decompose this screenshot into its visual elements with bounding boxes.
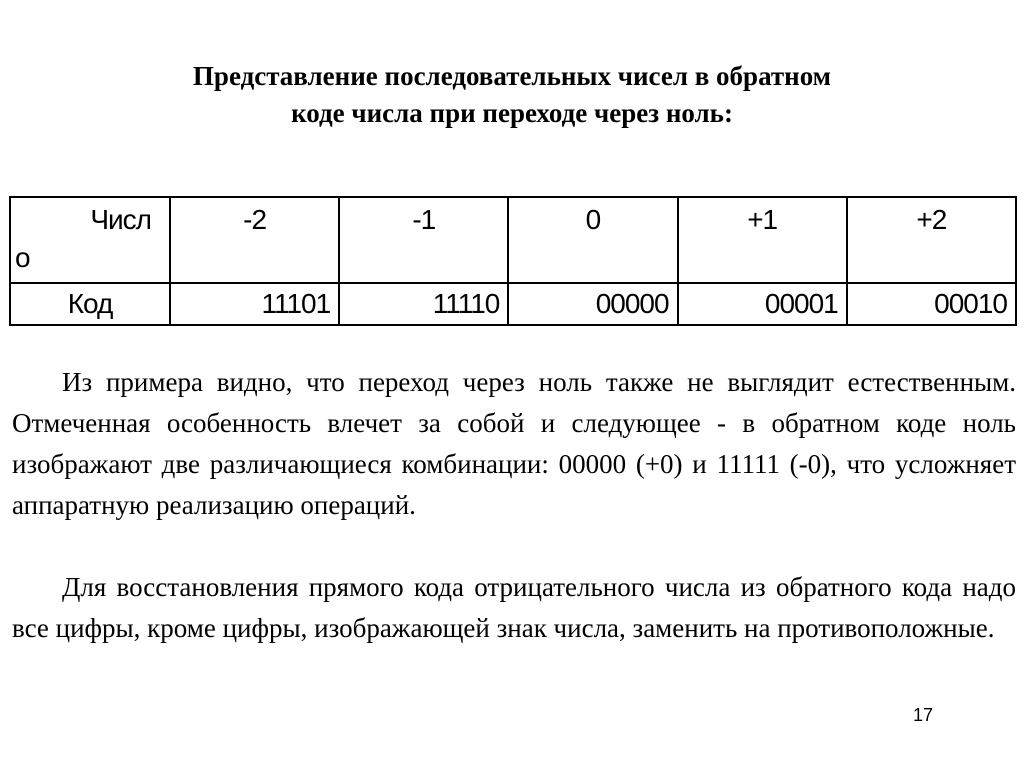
table-code-label: Код	[10, 283, 170, 325]
table-row-code	[10, 283, 1016, 325]
table-number-cell: +1	[678, 197, 847, 283]
table-code-cell: 00010	[847, 283, 1016, 325]
paragraph-2: Для восстановления прямого кода отрицательного числа из обратного кода надо все цифры, кроме цифры, изображающей знак числа, заменить на противоположные.	[12, 572, 1016, 643]
table-row-number	[10, 197, 1016, 283]
table-code-cell: 00000	[508, 283, 677, 325]
table-code-cell: 00001	[678, 283, 847, 325]
table-header-label-part1: Числ	[90, 204, 151, 235]
paragraph-1: Из примера видно, что переход через ноль также не выглядит естественным. Отмеченная особенность влечет за собой и следующее - в обратном коде ноль изображают две различающиеся комбинации: 00000 (+0) и 11111 (-0), что усложняет аппаратную реализацию операций.	[12, 367, 1016, 520]
table-header-label-cell	[10, 197, 170, 283]
slide-title-line-2: коде числа при переходе через ноль:	[291, 98, 733, 128]
page-number: 17	[913, 705, 934, 725]
slide-title-line-1: Представление последовательных чисел в обратном	[192, 61, 832, 91]
code-table	[9, 196, 1017, 326]
table-code-cell: 11110	[339, 283, 508, 325]
table-header-label-part2: о	[15, 242, 30, 273]
table-number-cell: +2	[847, 197, 1016, 283]
table-number-cell: 0	[508, 197, 677, 283]
table-code-cell: 11101	[170, 283, 339, 325]
slide-title	[0, 58, 1024, 132]
table-number-cell: -2	[170, 197, 339, 283]
table-number-cell: -1	[339, 197, 508, 283]
